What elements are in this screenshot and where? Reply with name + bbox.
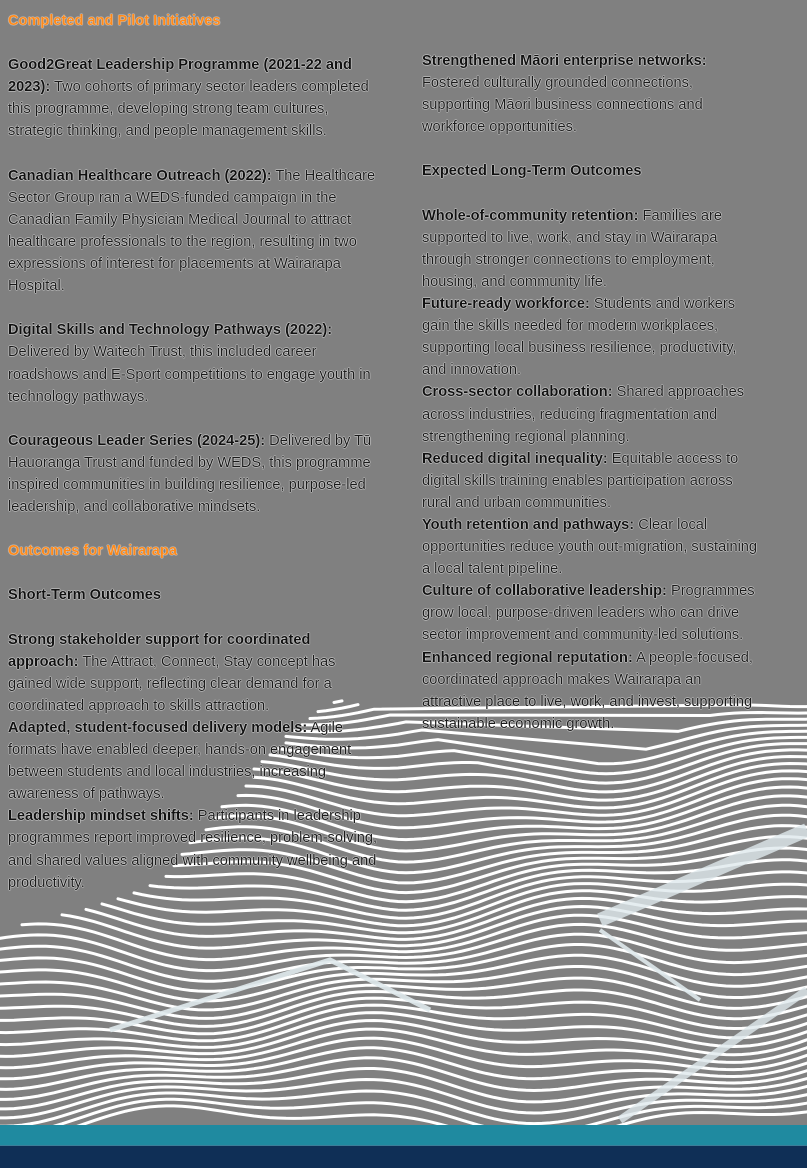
short-term-outcomes-heading: Short-Term Outcomes [8, 587, 161, 604]
initiative-good2great: Good2Great Leadership Programme (2021-22 and 2023): Two cohorts of primary sector leaders completed this programme, developing strong team cultures, strategic thinking, and people management skills. [8, 57, 369, 140]
long-term-outcome-cross-sector: Cross-sector collaboration: Shared approaches across industries, reducing fragmentation and strengthening regional planning. [422, 384, 745, 445]
initiative-courageous-leader: Courageous Leader Series (2024-25): Delivered by Tū Hauoranga Trust and funded by WEDS, this programme inspired communities in building resilience, purpose-led leadership, and collaborative mindsets. [8, 432, 372, 516]
short-term-outcome-delivery-models: Adapted, student-focused delivery models: Agile formats have enabled deeper, hands-on engagement between students and local industries, increasing awareness of pathways. [8, 720, 352, 803]
initiative-canadian-healthcare: Canadian Healthcare Outreach (2022): The Healthcare Sector Group ran a WEDS-funded campaign in the Canadian Family Physician Medical Journal to attract healthcare professionals to the region, resulting in two expressions of interest for placements at Wairarapa Hospital. [8, 167, 376, 295]
long-term-outcomes-heading: Expected Long-Term Outcomes [422, 163, 642, 180]
initiative-digital-skills: Digital Skills and Technology Pathways (2022): Delivered by Waitech Trust, this included career roadshows and E-Sport competitions to engage youth in technology pathways. [8, 322, 371, 405]
completed-initiatives-heading: Completed and Pilot Initiatives [8, 13, 221, 29]
long-term-outcome-future-ready-workforce: Future-ready workforce: Students and workers gain the skills needed for modern workplaces, supporting local business resilience, productivity, and innovation. [422, 296, 737, 379]
short-term-outcome-stakeholder-support: Strong stakeholder support for coordinated approach: The Attract, Connect, Stay concept has gained wide support, reflecting clear demand for a coordinated approach to skills attraction. [8, 631, 336, 714]
right-column [422, 50, 762, 735]
footer-band-teal [0, 1125, 807, 1145]
long-term-outcome-collaborative-leadership: Culture of collaborative leadership: Programmes grow local, purpose-driven leaders who can drive sector improvement and community-led solutions. [422, 583, 755, 644]
short-term-outcome-leadership-mindset: Leadership mindset shifts: Participants in leadership programmes report improved resilience, problem-solving, and shared values aligned with community wellbeing and productivity. [8, 808, 378, 891]
long-term-outcome-digital-inequality: Reduced digital inequality: Equitable access to digital skills training enables participation across rural and urban communities. [422, 450, 739, 511]
outcomes-heading: Outcomes for Wairarapa [8, 543, 177, 560]
long-term-outcome-community-retention: Whole-of-community retention: Families are supported to live, work, and stay in Wairarapa through stronger connections to employment, housing, and community life. [422, 207, 722, 290]
footer-band-navy [0, 1145, 807, 1168]
long-term-outcome-regional-reputation: Enhanced regional reputation: A people-focused, coordinated approach makes Wairarapa an attractive place to live, work, and invest, supporting sustainable economic growth. [422, 649, 753, 732]
short-term-outcome-maori-networks: Strengthened Māori enterprise networks: Fostered culturally grounded connections, supporting Māori business connections and workforce opportunities. [422, 53, 707, 136]
long-term-outcome-youth-retention: Youth retention and pathways: Clear local opportunities reduce youth out-migration, sustaining a local talent pipeline. [422, 516, 758, 578]
left-column [8, 10, 383, 894]
